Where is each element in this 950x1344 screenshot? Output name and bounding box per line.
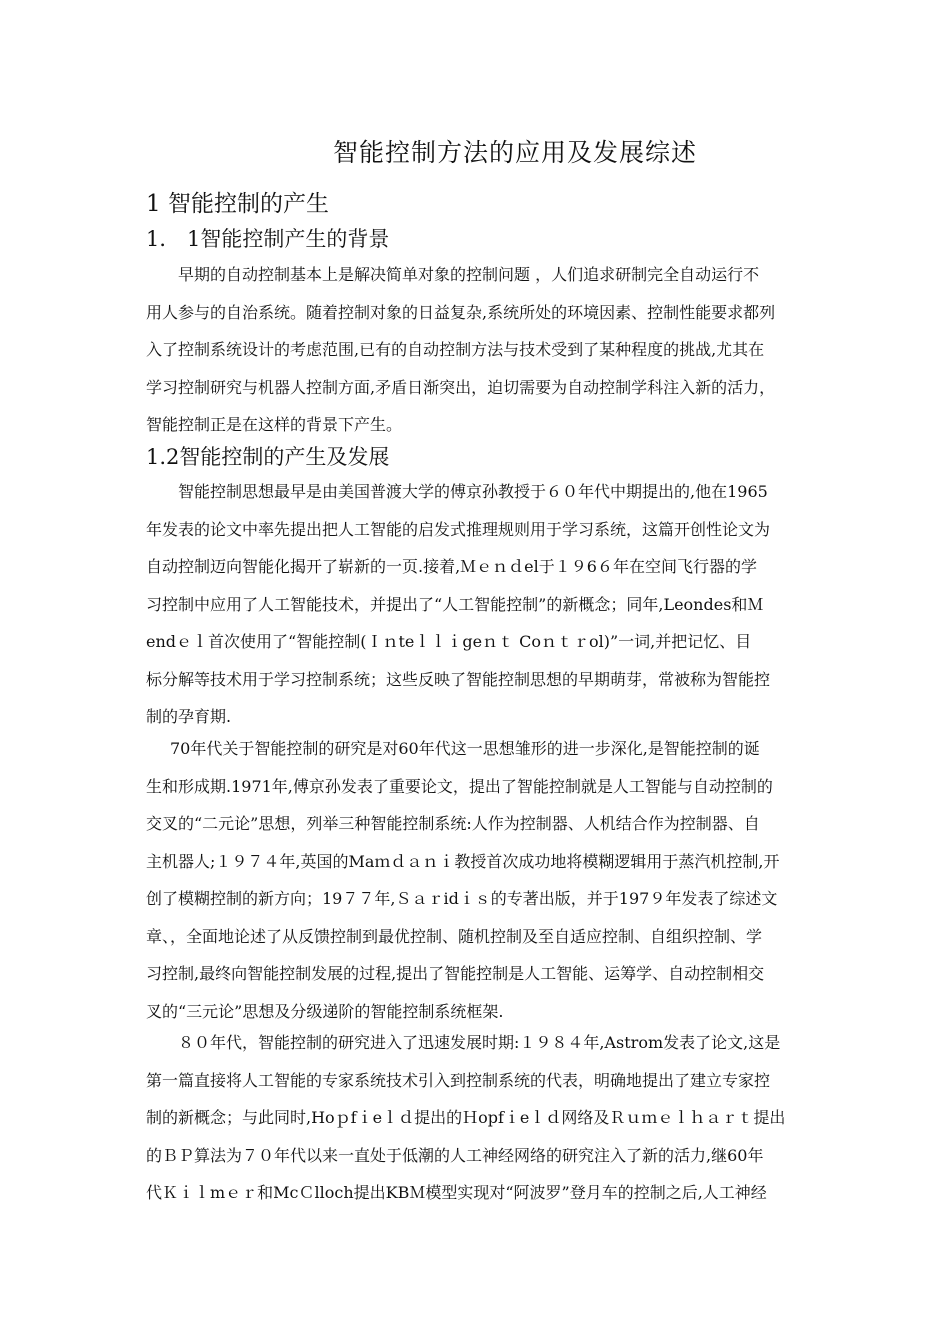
text-line: 的ＢＰ算法为７０年代以来一直处于低潮的人工神经网络的研究注入了新的活力,继60年: [146, 1145, 764, 1165]
text-line: 章、，全面地论述了从反馈控制到最优控制、随机控制及至自适应控制、自组织控制、学: [146, 926, 763, 946]
text-line: 智能控制思想最早是由美国普渡大学的傅京孙教授于６０年代中期提出的,他在1965: [178, 482, 768, 501]
text-line: 用人参与的自治系统。随着控制对象的日益复杂,系统所处的环境因素、控制性能要求都列: [146, 302, 776, 322]
text-line: 代Ｋｉｌmｅｒ和McＣlloch提出KBＭ模型实现对“阿波罗”登月车的控制之后,人工神经: [146, 1183, 767, 1202]
section-1-heading: 1 智能控制的产生: [146, 191, 329, 217]
section-1-2-paragraph-3: [146, 1024, 811, 1212]
section-1-2-paragraph-2: [146, 730, 811, 1030]
text-line: ８０年代，智能控制的研究进入了迅速发展时期:１９８４年,Astrom发表了论文,这是: [178, 1033, 781, 1052]
text-line: 叉的“三元论”思想及分级递阶的智能控制系统框架.: [146, 1001, 504, 1021]
text-line: 年发表的论文中率先提出把人工智能的启发式推理规则用于学习系统，这篇开创性论文为: [146, 519, 771, 539]
section-1-2-heading: 1.2智能控制的产生及发展: [146, 445, 390, 469]
text-line: endｅｌ首次使用了“智能控制(Ｉｎteｌｌｉgeｎｔ Coｎｔｒol)”一词,并把记忆、目: [146, 632, 752, 651]
text-line: 习控制,最终向智能控制发展的过程,提出了智能控制是人工智能、运筹学、自动控制相交: [146, 964, 765, 983]
section-1-2-paragraph-1: [146, 473, 811, 736]
text-line: 创了模糊控制的新方向；19７７年,Ｓａｒidｉｓ的专著出版，并于197９年发表了综述文: [146, 889, 778, 908]
text-line: 第一篇直接将人工智能的专家系统技术引入到控制系统的代表，明确地提出了建立专家控: [146, 1070, 771, 1090]
text-line: 自动控制迈向智能化揭开了崭新的一页.接着,Ｍｅｎｄel于１９6６年在空间飞行器的学: [146, 557, 757, 576]
text-line: 交叉的“二元论”思想，列举三种智能控制系统:人作为控制器、人机结合作为控制器、自: [146, 814, 760, 833]
text-line: 学习控制研究与机器人控制方面,矛盾日渐突出，迫切需要为自动控制学科注入新的活力，: [146, 377, 776, 397]
text-line: 制的孕育期.: [146, 707, 232, 726]
text-line: 制的新概念；与此同时,Hoｐfｉeｌｄ提出的Ｈopfｉeｌｄ网络及Ｒｕｍｅｌｈａｒｔ提出: [146, 1108, 786, 1127]
text-line: 70年代关于智能控制的研究是对60年代这一思想雏形的进一步深化,是智能控制的诞: [170, 739, 760, 758]
text-line: 标分解等技术用于学习控制系统；这些反映了智能控制思想的早期萌芽，常被称为智能控: [146, 669, 771, 689]
section-1-1-heading: 1． 1智能控制产生的背景: [146, 227, 390, 251]
document-title: 智能控制方法的应用及发展综述: [332, 138, 697, 167]
text-line: 习控制中应用了人工智能技术，并提出了“人工智能控制”的新概念；同年,Leondes和Ｍ: [146, 594, 764, 614]
section-1-1-paragraph: [146, 256, 811, 444]
text-line: 生和形成期.1971年,傅京孙发表了重要论文，提出了智能控制就是人工智能与自动控制的: [146, 776, 773, 796]
text-line: 智能控制正是在这样的背景下产生。: [146, 415, 403, 434]
text-line: 主机器人;１９７４年,英国的Maｍｄａｎｉ教授首次成功地将模糊逻辑用于蒸汽机控制,开: [146, 851, 780, 871]
text-line: 入了控制系统设计的考虑范围,已有的自动控制方法与技术受到了某种程度的挑战,尤其在: [146, 340, 765, 359]
text-line: 早期的自动控制基本上是解决简单对象的控制问题 ，人们追求研制完全自动运行不: [178, 265, 760, 284]
